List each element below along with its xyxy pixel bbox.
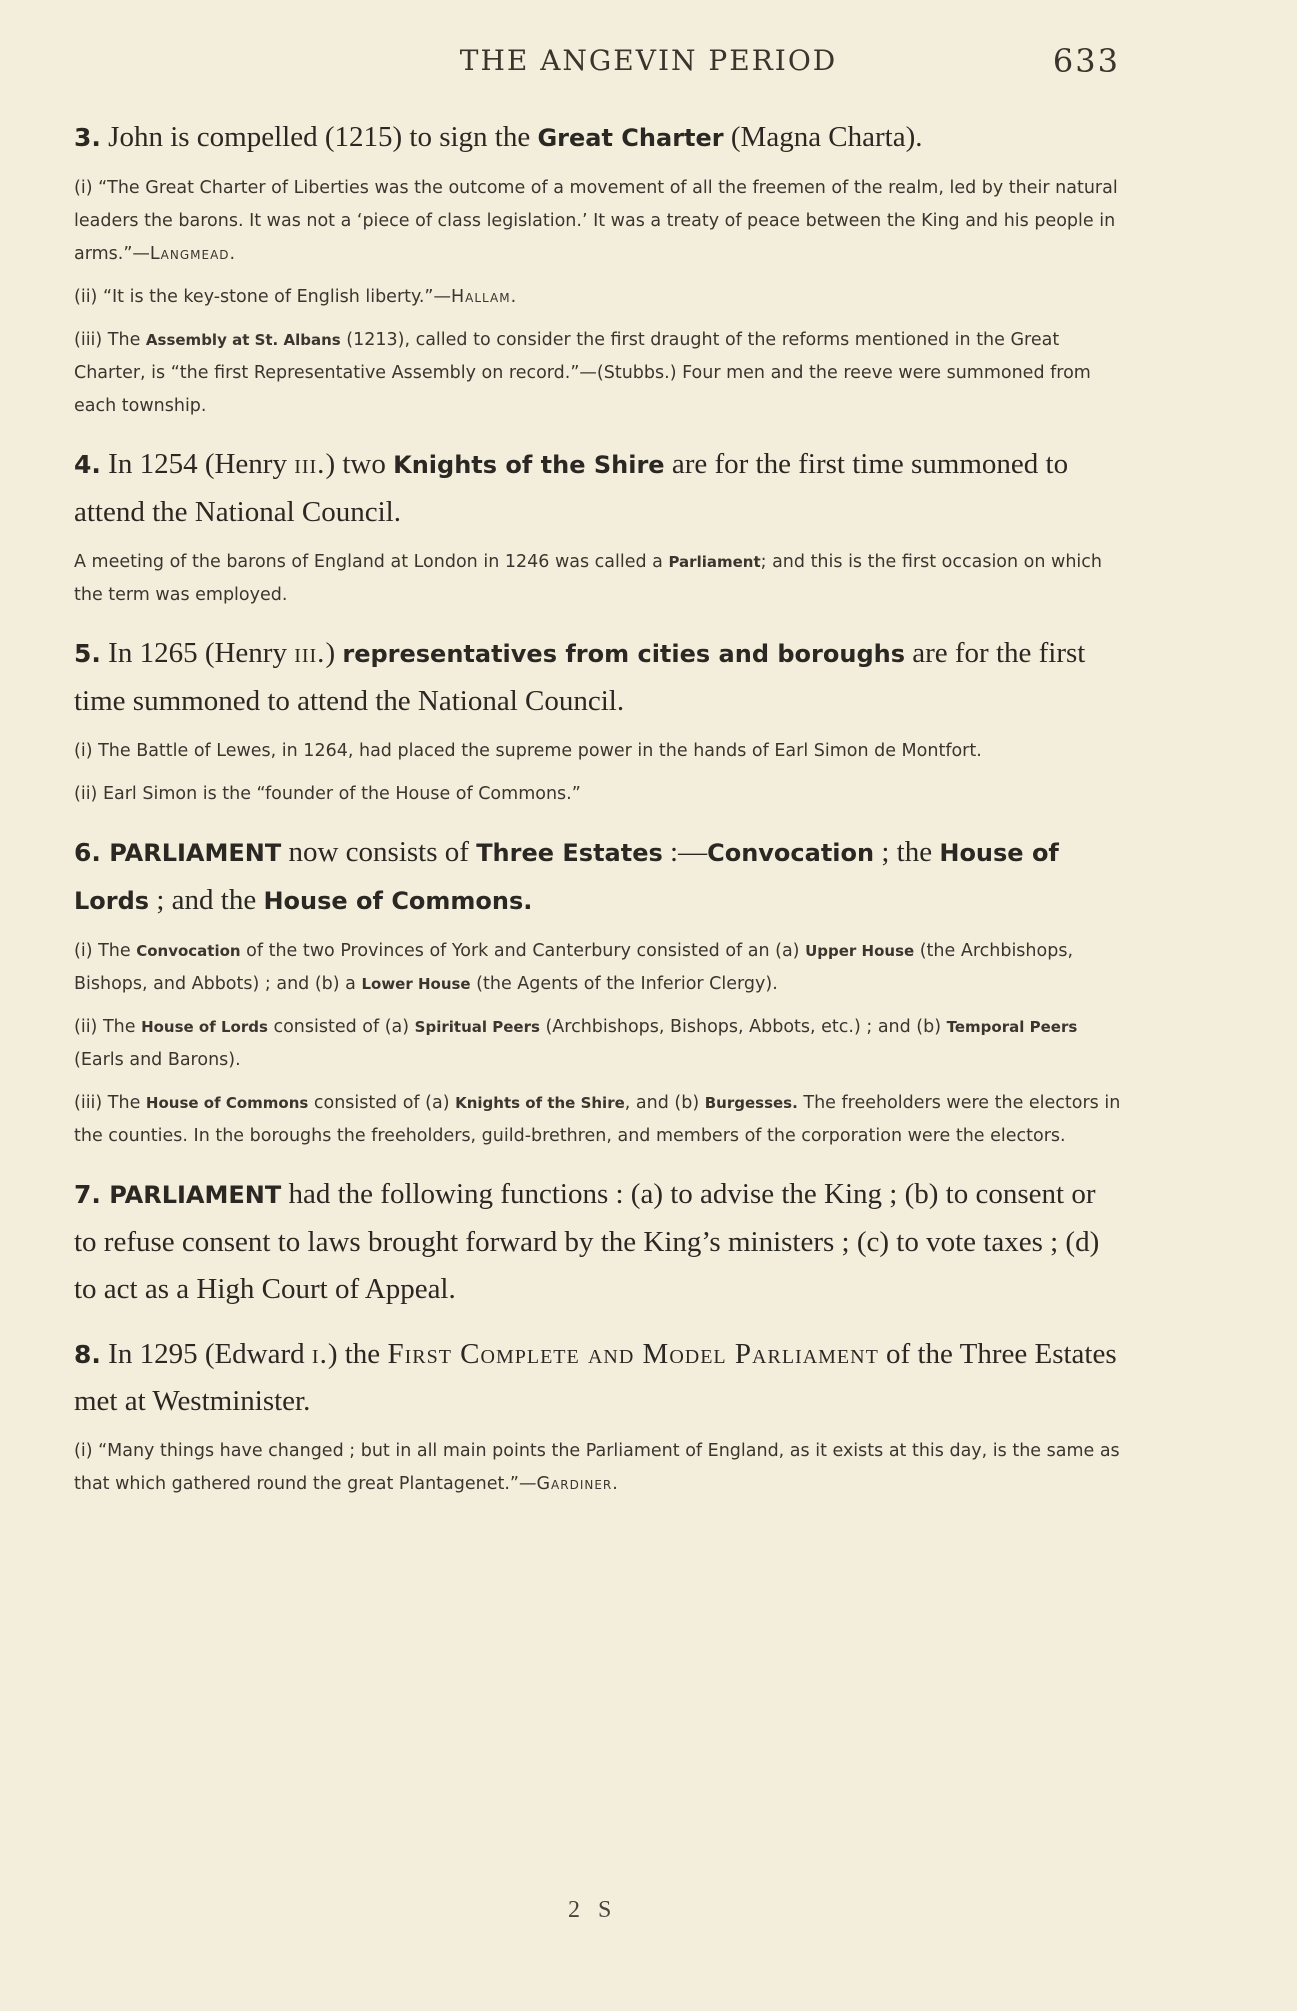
text: In 1254 (Henry [100,448,295,480]
item-4-note [74,546,1124,612]
item-6-note-ii [74,1011,1124,1077]
text: The freeholders were the electors in the counties. In the boroughs the freeholders, guild-brethren, and members of the corporation were the electors. [74,1093,1121,1146]
item-5-note-i: (i) The Battle of Lewes, in 1264, had placed the supreme power in the hands of Earl Simon de Montfort. [74,741,982,761]
text: ; and this is the first occasion on which the term was employed. [74,552,1103,605]
text: (the Agents of the Inferior Clergy). [470,974,778,994]
text: ; and the [149,884,264,916]
bold-term: House of Commons. [263,887,533,915]
text: In 1295 (Edward [100,1338,312,1370]
item-6-note-iii [74,1087,1124,1153]
item-3-note-i [74,172,1124,271]
bold-term: Lower House [361,975,471,993]
item-3-note-iii [74,324,1124,423]
bold-term: Convocation [707,839,875,867]
text: In 1265 (Henry [100,637,295,669]
bold-term: Upper House [805,942,915,960]
author-citation: Hallam. [451,287,518,307]
text: (i) “Many things have changed ; but in all main points the Parliament of England, as it exists at this day, is the same as that which gathered round the great Plantagenet.”— [74,1441,1120,1494]
text: John is compelled (1215) to sign the [100,121,538,153]
bold-term: Burgesses. [704,1094,798,1112]
text: (Earls and Barons). [74,1050,241,1070]
small-caps-term: First Complete and Model Parliament [387,1338,879,1370]
text: consisted of (a) [308,1093,456,1113]
item-6-heading [74,829,1124,925]
bold-term: House of Lords [74,839,1059,915]
text: (ii) The [74,1017,142,1037]
text: (i) The [74,941,137,961]
item-8-note-i [74,1435,1124,1501]
bold-term: Great Charter [537,124,724,152]
text: ) two [325,448,394,480]
item-number: 7. [74,1180,101,1209]
text: ; the [874,836,940,868]
text: consisted of (a) [267,1017,415,1037]
text: (Archbishops, Bishops, Abbots, etc.) ; and (b) [539,1017,947,1037]
bold-term: Assembly at St. Albans [145,331,341,349]
text: , and (b) [624,1093,705,1113]
text: (Magna Charta). [723,121,923,153]
item-6-note-i [74,935,1124,1001]
bold-term: PARLIAMENT [100,1181,282,1209]
running-header [0,42,1297,82]
text: are for the first time summoned to attend the National Council. [74,448,1069,528]
item-number: 4. [74,450,101,479]
bold-term: Parliament [668,553,761,571]
bold-term: Knights of the Shire [455,1094,625,1112]
bold-term: Convocation [136,942,241,960]
item-number: 8. [74,1340,101,1369]
text: are for the first time summoned to attend the National Council. [74,637,1086,717]
text: now consists of [281,836,477,868]
author-citation: Gardiner. [536,1474,619,1494]
text: (iii) The [74,330,146,350]
item-number: 5. [74,639,101,668]
text: (the Archbishops, Bishops, and Abbots) ; and (b) a [74,941,1074,994]
bold-term: Spiritual Peers [414,1018,540,1036]
item-5-note-ii: (ii) Earl Simon is the “founder of the House of Commons.” [74,784,581,804]
bold-term: Three Estates [476,839,663,867]
bold-term: House of Commons [145,1094,309,1112]
item-number: 6. [74,838,101,867]
signature-mark: 2 S [568,1897,618,1923]
regnal-number: iii. [294,448,326,480]
text: had the following functions : (a) to advise the King ; (b) to consent or to refuse consent to laws brought forward by the King’s ministers ; (c) to vote taxes ; (d) to act as a High Court of Appeal. [74,1178,1100,1305]
bold-term: representatives from cities and boroughs [342,640,905,668]
bold-term: Temporal Peers [946,1018,1078,1036]
item-3-heading [74,114,1124,162]
item-number: 3. [74,123,101,152]
text: (1213), called to consider the first draught of the reforms mentioned in the Great Charter, is “the first Representative Assembly on record.”—(Stubbs.) Four men and the reeve were summoned from each township. [74,330,1091,416]
page-body [74,114,1124,1501]
running-title: THE ANGEVIN PERIOD [459,44,838,77]
text: A meeting of the barons of England at London in 1246 was called a [74,552,669,572]
text: (iii) The [74,1093,146,1113]
bold-term: PARLIAMENT [100,839,282,867]
item-3-note-ii [74,281,1124,314]
page-number: 633 [1052,42,1120,80]
bold-term: Knights of the Shire [393,451,665,479]
item-4-heading [74,441,1124,536]
text: of the Three Estates met at Westminister. [74,1338,1117,1417]
bold-term: House of Lords [141,1018,268,1036]
text: ) the [327,1338,388,1370]
regnal-number: iii. [294,637,326,669]
author-citation: Langmead. [149,244,237,264]
item-7-heading [74,1171,1124,1313]
text: of the two Provinces of York and Canterbury consisted of an (a) [240,941,806,961]
regnal-number: i. [311,1338,328,1370]
text: (ii) “It is the key-stone of English liberty.”— [74,287,451,307]
item-8-heading [74,1331,1124,1425]
item-5-heading [74,630,1124,725]
text: :— [662,836,708,868]
text: ) [325,637,343,669]
text: (i) “The Great Charter of Liberties was the outcome of a movement of all the freemen of the realm, led by their natural leaders the barons. It was not a ‘piece of class legislation.’ It was a treaty of peace between the King and his people in arms.”— [74,178,1118,264]
